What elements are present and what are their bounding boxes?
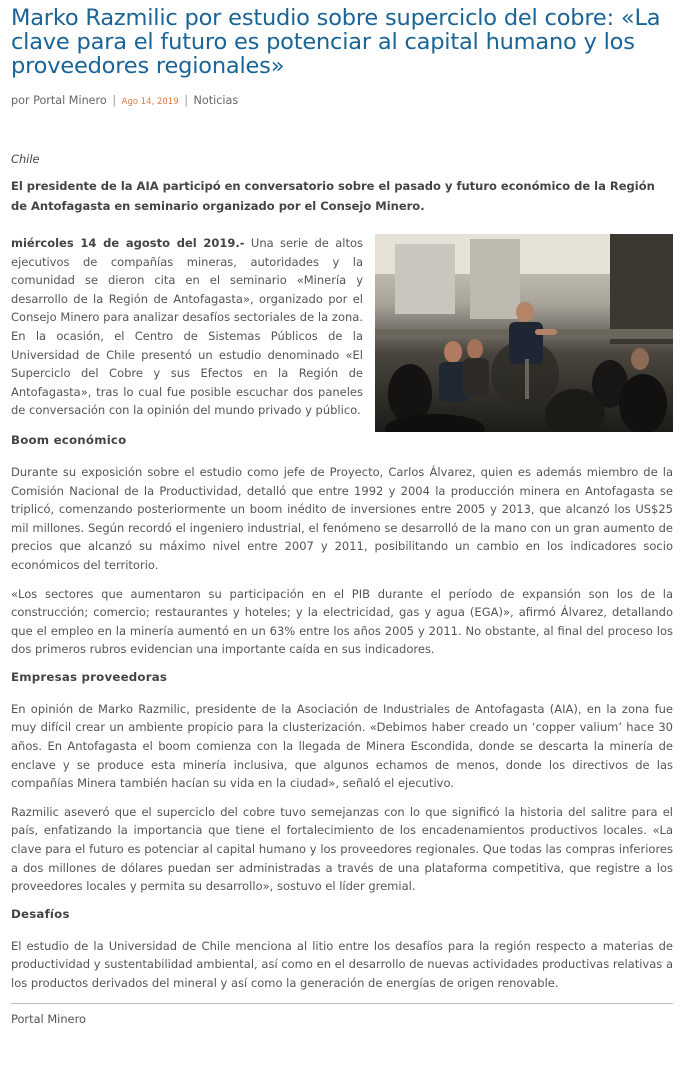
meta-separator: | — [184, 94, 188, 107]
paragraph-boom-2: «Los sectores que aumentaron su participación en el PIB durante el período de expansión son los de la construcción; comercio; restaurantes y hoteles; y la electricidad, gas y agua (EGA)», afirmó Álvarez, detallando que el empleo en la minería aumentó en un 63% entre los años 2005 y 2011. No obstante, al final del proceso los dos primeros rubros evidencian una importante caída en sus indicadores. — [11, 586, 673, 657]
intro-row — [11, 234, 673, 420]
author-link[interactable]: Portal Minero — [33, 94, 107, 107]
section-heading-boom: Boom económico — [11, 432, 127, 447]
paragraph-boom-1: Durante su exposición sobre el estudio como jefe de Proyecto, Carlos Álvarez, quien es además miembro de la Comisión Nacional de la Productividad, detalló que entre 1992 y 2004 la producción minera en Antofagasta se triplicó, comenzando posteriormente un boom inédito de inversiones entre 2005 y 2013, que alcanzó los US$25 mil millones. Según recordó el ingeniero industrial, el fenómeno se desarrolló de la mano con un gran aumento de precios que alcanzó su máximo nivel entre 2007 y 2011, posibilitando un cambio en los indicadores socio económicos del territorio. — [11, 464, 673, 572]
intro-paragraph — [11, 234, 363, 420]
article — [11, 6, 673, 1026]
section-heading-desafios: Desafíos — [11, 906, 70, 921]
section-heading-empresas: Empresas proveedoras — [11, 669, 168, 684]
post-meta — [11, 94, 673, 107]
paragraph-desafios-1: El estudio de la Universidad de Chile menciona al litio entre los desafíos para la región respecto a materias de productividad y sustentabilidad ambiental, así como en el desarrollo de nuevas actividades productivas relativas a los productos derivados del mineral y así como la generación de energías de origen renovable. — [11, 938, 673, 990]
intro-body: Una serie de altos ejecutivos de compañías mineras, autoridades y la comunidad se dieron cita en el seminario «Minería y desarrollo de la Región de Antofagasta», organizado por el Consejo Minero para analizar desafíos sectoriales de la zona. En la ocasión, el Centro de Sistemas Públicos de la Universidad de Chile presentó un estudio denominado «El Superciclo del Cobre y sus Efectos en la Región de Antofagasta», tras lo cual fue posible escuchar dos paneles de conversación con la opinión del mundo privado y público. — [11, 236, 363, 418]
article-photo — [375, 234, 673, 432]
category-link[interactable]: Noticias — [193, 94, 239, 107]
paragraph-empresas-2: Razmilic aseveró que el superciclo del cobre tuvo semejanzas con lo que significó la historia del salitre para el país, enfatizando la importancia que tiene el fortalecimiento de los encadenamientos productivos locales. «La clave para el futuro es potenciar al capital humano y los proveedores regionales. Que todas las compras inferiores a dos millones de dólares puedan ser administradas a través de una plataforma competitiva, que registre a los proveedores locales y permita su desarrollo», sostuvo el líder gremial. — [11, 804, 673, 894]
conference-photo — [375, 234, 673, 432]
country-label: Chile — [11, 152, 40, 166]
divider — [11, 1003, 673, 1004]
meta-separator: | — [112, 94, 117, 107]
paragraph-empresas-1: En opinión de Marko Razmilic, presidente de la Asociación de Industriales de Antofagasta (AIA), en la zona fue muy difícil crear un ambiente propicio para la clusterización. «Debimos haber creado un ‘copper valium’ hace 30 años. En Antofagasta el boom comienza con la llegada de Minera Escondida, donde se descarta la minería de enclave y se produce esta minería inclusiva, que algunos echamos de menos, donde los directivos de las compañías Minera también hacían su vida en la ciudad», señaló el ejecutivo. — [11, 701, 673, 791]
intro-date: miércoles 14 de agosto del 2019.- — [11, 236, 245, 250]
article-lead: El presidente de la AIA participó en conversatorio sobre el pasado y futuro económico de la Región de Antofagasta en seminario organizado por el Consejo Minero. — [11, 179, 655, 213]
post-date: Ago 14, 2019 — [121, 97, 179, 107]
article-source: Portal Minero — [11, 1011, 86, 1026]
article-title: Marko Razmilic por estudio sobre superciclo del cobre: «La clave para el futuro es potenciar al capital humano y los proveedores regionales» — [11, 5, 661, 79]
meta-by: por — [11, 94, 30, 107]
